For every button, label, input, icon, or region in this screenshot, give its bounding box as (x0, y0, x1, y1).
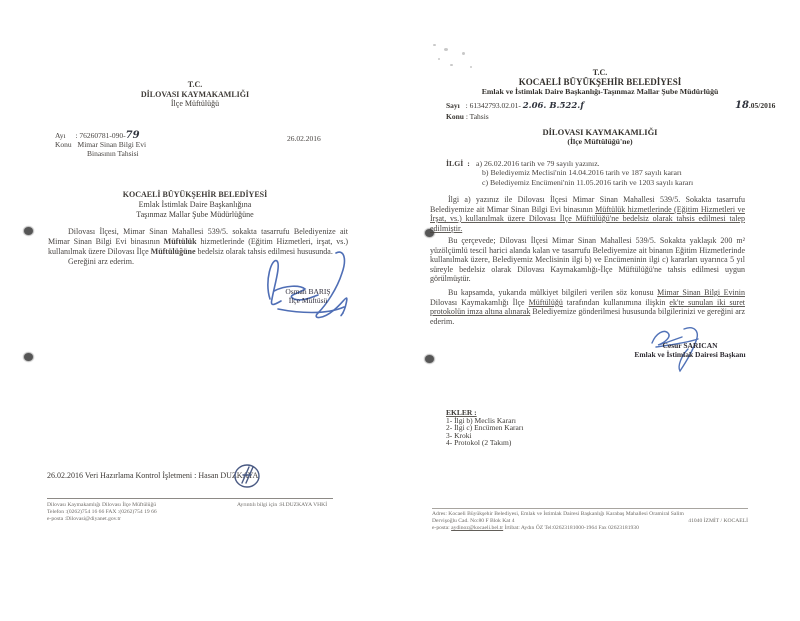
body-seg-bold: Müftülük (163, 237, 197, 246)
konu-line1: Mimar Sinan Bilgi Evi (77, 140, 147, 149)
footer-email: aydinoz@kocaeli.bel.tr (451, 525, 504, 531)
recipient-block (440, 127, 760, 146)
footer-line1: Dilovası Kaymakamlığı Dilovası İlçe Müftülüğü (47, 502, 157, 508)
para-seg: Belediyemize gönderilmesi hususunda bilgilerinizi ve gereğini arz ederim. (430, 307, 746, 326)
letterhead-tc: T.C. (187, 80, 203, 89)
closing-line: Gereğini arz ederim. (68, 257, 134, 266)
body-seg: Dilovası İlçesi, Mimar Sinan Mahallesi 539/5. sokakta tasarrufu Belediyenize ait Mimar Sinan Bilgi Evi binasının (48, 227, 348, 246)
letterhead-unit: Emlak ve İstimlak Daire Başkanlığı-Taşınmaz Mallar Şube Müdürlüğü (481, 87, 719, 96)
konu-label: Konu (55, 140, 72, 149)
footer-divider (47, 498, 333, 499)
footer-line2-left: Dervişoğlu Cad. No:80 F Blok Kat 4 (432, 518, 515, 524)
meta-block (446, 101, 746, 121)
para-seg-underlined: Mimar Sinan Bilgi Evinin (657, 288, 745, 297)
sayi-handwritten: 2.06. B.522.f (522, 101, 584, 111)
meta-block (55, 131, 305, 158)
paraph-signature (232, 462, 262, 490)
date-printed: .05/2016 (748, 101, 776, 110)
paragraph-1 (430, 195, 745, 233)
signature-block (248, 247, 368, 327)
letter-date: 26.02.2016 (287, 134, 321, 143)
ekler-item: 4- Protokol (2 Takım) (446, 438, 512, 448)
control-line: 26.02.2016 Veri Hazırlama Kontrol İşletmeni : Hasan DUZKAYA (47, 471, 259, 480)
footer-right: Ayrıntılı bilgi için :H.DUZKAYA VHKİ (237, 502, 328, 508)
para-seg: Dilovası Kaymakamlığı İlçe (430, 297, 529, 307)
recipient-line2: Emlak İstimlak Daire Başkanlığına (138, 199, 252, 209)
body-seg: bedelsiz olarak tahsis edilmesi hususunda. (195, 247, 333, 256)
ilgi-item: c) Belediyemiz Encümeni'nin 11.05.2016 tarih ve 1203 sayılı kararı (482, 177, 694, 187)
footer-email-label: e-posta: (432, 525, 452, 531)
letterhead (45, 80, 345, 109)
body-seg: hizmetlerinde (Eğitim Hizmetleri, irşat, vs.) kullanılmak üzere Dilovası İlçe (48, 237, 348, 256)
letterhead-unit: İlçe Müftülüğü (170, 99, 220, 108)
footer-block (432, 508, 748, 532)
sayi-label: Sayı (446, 101, 460, 110)
ilgi-item: a) 26.02.2016 tarih ve 79 sayılı yazınız. (476, 159, 600, 168)
sayi-value: : 61342793.02.01- (465, 101, 521, 110)
letter-date (735, 100, 775, 111)
punch-hole (24, 227, 33, 235)
footer-left (47, 502, 227, 523)
paragraph-3 (430, 288, 745, 326)
footer-line1: Adres: Kocaeli Büyükşehir Belediyesi, Emlak ve İstimlak Dairesi Başkanlığı Karabaş Mahallesi Oramiral Salim (432, 511, 684, 517)
letterhead-org: DİLOVASI KAYMAKAMLIĞI (140, 89, 250, 99)
ekler-block (446, 409, 646, 447)
signer-title: Emlak ve İstimlak Dairesi Başkanı (634, 350, 746, 359)
ekler-item: 1- İlgi b) Meclis Kararı (446, 415, 516, 425)
recipient-line3: Taşınmaz Mallar Şube Müdürlüğüne (136, 209, 254, 219)
body-seg-bold: Müftülüğüne (150, 247, 196, 256)
sayi-label: Ayı (55, 131, 66, 140)
ekler-item: 3- Kroki (446, 430, 472, 440)
recipient-block (45, 190, 345, 219)
ilgi-block (446, 159, 766, 187)
footer-line2-right: 41040 İZMİT / KOCAELİ (688, 518, 748, 524)
letterhead-org: KOCAELİ BÜYÜKŞEHİR BELEDİYESİ (518, 77, 682, 87)
signer-name: Osman BARIŞ (285, 287, 331, 296)
ilgi-label: İLGİ : (446, 159, 470, 168)
konu-label: Konu (446, 111, 464, 121)
para-seg-underlined: Müftülük hizmetlerinde (Eğitim Hizmetleri ve İrşat, vs.) kullanılmak üzere Dilovası İlçe Müftülüğü'ne bedelsiz olarak tahsis edilmesi talep edilmiştir. (430, 204, 745, 233)
ekler-item: 2- İlgi c) Encümen Kararı (446, 423, 524, 433)
para-seg-underlined: ek'te sunulan iki suret protokolün imza altına alınarak (430, 297, 745, 316)
ilgi-item: b) Belediyemiz Meclisi'nin 14.04.2016 tarih ve 187 sayılı kararı (482, 168, 682, 178)
para-seg: tarafından kullanımına ilişkin (562, 297, 670, 307)
signer-name: Cesur SARICAN (662, 341, 718, 350)
para-seg: İlgi a) yazınız ile Dilovası İlçesi Mimar Sinan Mahallesi 539/5. Sokakta tasarrufu Belediyemize ait Mimar Sinan Bilgi Evi binasının (430, 195, 745, 214)
document-right (400, 0, 800, 621)
sayi-handwritten: 79 (125, 130, 140, 141)
letterhead-tc: T.C. (592, 68, 608, 77)
recipient-line1: DİLOVASI KAYMAKAMLIĞI (542, 127, 658, 137)
para-seg-underlined: Müftülüğü (528, 297, 563, 307)
punch-hole (24, 353, 33, 361)
footer-line2: Telefon :(0262)754 16 66 FAX :(0262)754 19 66 (47, 509, 157, 515)
konu-value: : Tahsis (465, 111, 489, 121)
footer-contact: İrtibat: Aydın ÖZ Tel:02623181000-1964 Fax 02623181930 (503, 525, 639, 531)
konu-line2: Binasının Tahsisi (87, 149, 139, 158)
recipient-line1: KOCAELİ BÜYÜKŞEHİR BELEDİYESİ (122, 190, 268, 199)
sayi-value: : 76260781-090- (75, 131, 126, 140)
paragraph-2: Bu çerçevede; Dilovası İlçesi Mimar Sinan Mahallesi 539/5. Sokakta yaklaşık 200 m² yüzölçümlü tescil harici alanda kalan ve tasarrufu Belediyemize ait binanın Eğitim Hizmetlerinde kullanılmak üzere, Belediyemiz Meclisinin ilgi b) ve Encümeninin ilgi c) kararları uyarınca 5 yıl süreyle bedelsiz olarak Dilovası Kaymakamlığı-İlçe Müftülüğü'ne tahsis edilmesi uygun görülmüştür. (430, 236, 745, 283)
punch-hole (425, 355, 434, 363)
recipient-line2: (İlçe Müftülüğü'ne) (567, 137, 633, 146)
date-handwritten-day: 18 (735, 100, 749, 111)
ekler-heading: EKLER : (446, 408, 477, 417)
footer-line3: e-posta :Dilovasi@diyanet.gov.tr (47, 516, 121, 522)
signature-block (600, 325, 780, 375)
letterhead (440, 68, 760, 96)
signer-title: İlçe Müftüsü (288, 296, 328, 305)
para-seg: Bu kapsamda, yukarıda mülkiyet bilgileri verilen söz konusu (448, 288, 658, 297)
